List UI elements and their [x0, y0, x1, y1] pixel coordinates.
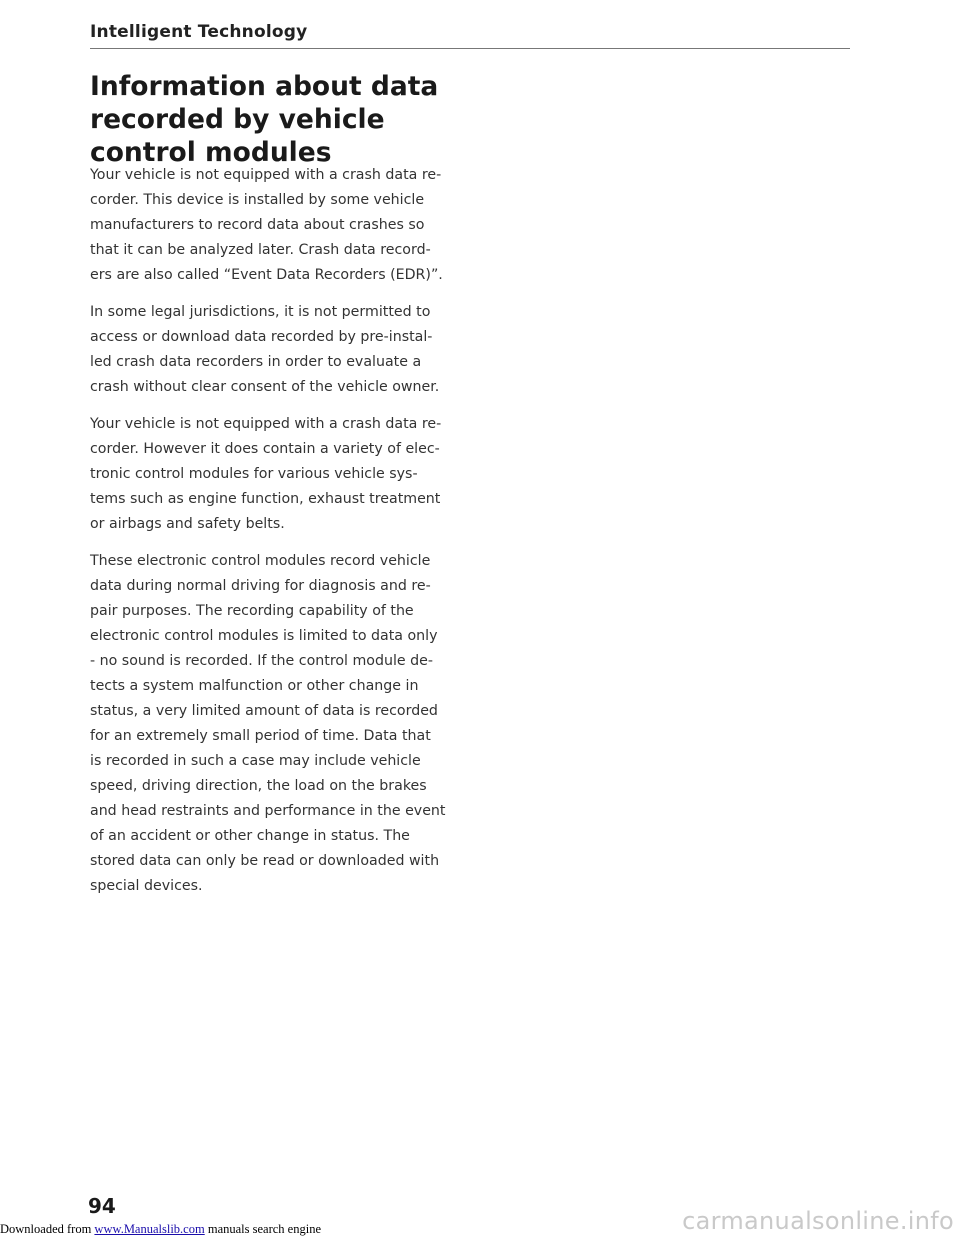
text-line: Your vehicle is not equipped with a crash data re-	[90, 167, 442, 183]
text-line: speed, driving direction, the load on the brakes	[90, 778, 427, 794]
page-title	[90, 70, 490, 169]
text-line: is recorded in such a case may include vehicle	[90, 753, 421, 769]
title-line: control modules	[90, 137, 332, 168]
header-divider	[90, 48, 850, 49]
title-line: Information about data	[90, 71, 439, 102]
text-line: tronic control modules for various vehicle sys-	[90, 466, 418, 482]
text-line: ers are also called “Event Data Recorders (EDR)”.	[90, 267, 443, 283]
page-number: 94	[88, 1194, 116, 1218]
text-line: electronic control modules is limited to data only	[90, 628, 438, 644]
text-line: for an extremely small period of time. Data that	[90, 728, 431, 744]
text-line: special devices.	[90, 878, 203, 894]
text-line: pair purposes. The recording capability of the	[90, 603, 414, 619]
text-line: manufacturers to record data about crashes so	[90, 217, 425, 233]
text-line: led crash data recorders in order to evaluate a	[90, 354, 422, 370]
text-line: - no sound is recorded. If the control module de-	[90, 653, 434, 669]
text-line: that it can be analyzed later. Crash data record-	[90, 242, 431, 258]
paragraph-1	[90, 163, 470, 288]
text-line: These electronic control modules record vehicle	[90, 553, 431, 569]
text-line: and head restraints and performance in the event	[90, 803, 446, 819]
paragraph-4	[90, 549, 470, 899]
text-line: stored data can only be read or downloaded with	[90, 853, 440, 869]
text-line: tems such as engine function, exhaust treatment	[90, 491, 441, 507]
title-line: recorded by vehicle	[90, 104, 385, 135]
manualslib-link[interactable]: www.Manualslib.com	[94, 1222, 205, 1236]
download-footer	[0, 1222, 321, 1237]
body-text	[90, 163, 470, 911]
text-line: crash without clear consent of the vehicle owner.	[90, 379, 440, 395]
text-line: or airbags and safety belts.	[90, 516, 285, 532]
footer-suffix: manuals search engine	[204, 1222, 321, 1236]
text-line: data during normal driving for diagnosis and re-	[90, 578, 431, 594]
paragraph-2	[90, 300, 470, 400]
text-line: corder. This device is installed by some vehicle	[90, 192, 425, 208]
watermark: carmanualsonline.info	[682, 1207, 954, 1235]
text-line: corder. However it does contain a variety of elec-	[90, 441, 440, 457]
text-line: access or download data recorded by pre-instal-	[90, 329, 433, 345]
text-line: tects a system malfunction or other change in	[90, 678, 419, 694]
text-line: In some legal jurisdictions, it is not permitted to	[90, 304, 431, 320]
section-header: Intelligent Technology	[90, 22, 308, 42]
paragraph-3	[90, 412, 470, 537]
text-line: Your vehicle is not equipped with a crash data re-	[90, 416, 442, 432]
text-line: status, a very limited amount of data is recorded	[90, 703, 438, 719]
footer-prefix: Downloaded from	[0, 1222, 95, 1236]
text-line: of an accident or other change in status. The	[90, 828, 410, 844]
